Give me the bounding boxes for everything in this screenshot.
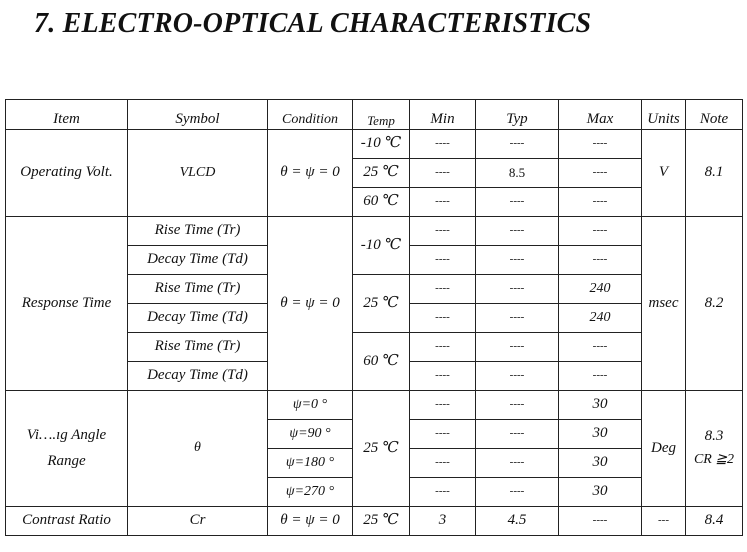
header-max: Max — [559, 100, 642, 130]
typ-cell: ---- — [476, 275, 559, 304]
max-cell: 30 — [559, 478, 642, 507]
typ-cell: 8.5 — [476, 159, 559, 188]
contrast-units: --- — [642, 507, 686, 536]
viewing-note-line1: 8.3 — [704, 428, 724, 445]
header-note: Note — [686, 100, 743, 130]
contrast-min: 3 — [410, 507, 476, 536]
angle-condition: ψ=180 ° — [268, 449, 353, 478]
min-cell: ---- — [410, 362, 476, 391]
angle-condition: ψ=0 ° — [268, 391, 353, 420]
table-row — [6, 130, 743, 159]
min-cell: ---- — [410, 275, 476, 304]
temp-cell: -10 ℃ — [353, 130, 410, 159]
operating-symbol: VLCD — [128, 130, 268, 217]
viewing-temp: 25 ℃ — [353, 391, 410, 507]
contrast-condition: θ = ψ = 0 — [268, 507, 353, 536]
max-cell: 240 — [559, 304, 642, 333]
table-row — [6, 391, 743, 420]
table-row — [6, 507, 743, 536]
min-cell: ---- — [410, 304, 476, 333]
typ-cell: ---- — [476, 420, 559, 449]
operating-note: 8.1 — [686, 130, 743, 217]
contrast-max: ---- — [559, 507, 642, 536]
symbol-cell: Decay Time (Td) — [128, 246, 268, 275]
viewing-item-line1: Vi….ıg Angle — [26, 426, 107, 443]
header-condition: Condition — [268, 100, 353, 130]
max-cell: 240 — [559, 275, 642, 304]
response-temp: -10 ℃ — [353, 217, 410, 275]
max-cell: ---- — [559, 130, 642, 159]
max-cell: ---- — [559, 188, 642, 217]
response-temp: 25 ℃ — [353, 275, 410, 333]
contrast-symbol: Cr — [128, 507, 268, 536]
temp-cell: 25 ℃ — [353, 159, 410, 188]
max-cell: ---- — [559, 333, 642, 362]
viewing-note — [686, 391, 743, 507]
typ-cell: ---- — [476, 246, 559, 275]
symbol-cell: Decay Time (Td) — [128, 362, 268, 391]
contrast-temp: 25 ℃ — [353, 507, 410, 536]
electro-optical-table — [5, 99, 742, 536]
header-min: Min — [410, 100, 476, 130]
header-item: Item — [6, 100, 128, 130]
symbol-cell: Rise Time (Tr) — [128, 275, 268, 304]
viewing-item — [6, 391, 128, 507]
symbol-cell: Rise Time (Tr) — [128, 333, 268, 362]
response-temp: 60 ℃ — [353, 333, 410, 391]
header-units: Units — [642, 100, 686, 130]
operating-condition: θ = ψ = 0 — [268, 130, 353, 217]
operating-units: V — [642, 130, 686, 217]
angle-condition: ψ=90 ° — [268, 420, 353, 449]
min-cell: ---- — [410, 478, 476, 507]
header-symbol: Symbol — [128, 100, 268, 130]
header-row — [6, 100, 743, 130]
viewing-symbol: θ — [128, 391, 268, 507]
typ-cell: ---- — [476, 391, 559, 420]
contrast-note: 8.4 — [686, 507, 743, 536]
symbol-cell: Rise Time (Tr) — [128, 217, 268, 246]
min-cell: ---- — [410, 449, 476, 478]
typ-cell: ---- — [476, 217, 559, 246]
response-condition: θ = ψ = 0 — [268, 217, 353, 391]
header-typ: Typ — [476, 100, 559, 130]
viewing-note-line2: CR ≧2 — [693, 452, 735, 468]
max-cell: ---- — [559, 246, 642, 275]
min-cell: ---- — [410, 333, 476, 362]
header-temp: Temp — [353, 100, 410, 130]
angle-condition: ψ=270 ° — [268, 478, 353, 507]
min-cell: ---- — [410, 130, 476, 159]
max-cell: ---- — [559, 159, 642, 188]
typ-cell: ---- — [476, 333, 559, 362]
response-note: 8.2 — [686, 217, 743, 391]
max-cell: 30 — [559, 449, 642, 478]
typ-cell: ---- — [476, 188, 559, 217]
response-units: msec — [642, 217, 686, 391]
min-cell: ---- — [410, 188, 476, 217]
min-cell: ---- — [410, 246, 476, 275]
response-item: Response Time — [6, 217, 128, 391]
contrast-typ: 4.5 — [476, 507, 559, 536]
max-cell: 30 — [559, 420, 642, 449]
symbol-cell: Decay Time (Td) — [128, 304, 268, 333]
max-cell: ---- — [559, 362, 642, 391]
table-row — [6, 217, 743, 246]
max-cell: ---- — [559, 217, 642, 246]
min-cell: ---- — [410, 159, 476, 188]
contrast-item: Contrast Ratio — [6, 507, 128, 536]
typ-cell: ---- — [476, 362, 559, 391]
typ-cell: ---- — [476, 130, 559, 159]
typ-cell: ---- — [476, 449, 559, 478]
max-cell: 30 — [559, 391, 642, 420]
min-cell: ---- — [410, 391, 476, 420]
section-title: 7. ELECTRO-OPTICAL CHARACTERISTICS — [34, 8, 592, 39]
min-cell: ---- — [410, 217, 476, 246]
viewing-units: Deg — [642, 391, 686, 507]
typ-cell: ---- — [476, 478, 559, 507]
viewing-item-line2: Range — [47, 452, 86, 469]
min-cell: ---- — [410, 420, 476, 449]
temp-cell: 60 ℃ — [353, 188, 410, 217]
operating-item: Operating Volt. — [6, 130, 128, 217]
typ-cell: ---- — [476, 304, 559, 333]
